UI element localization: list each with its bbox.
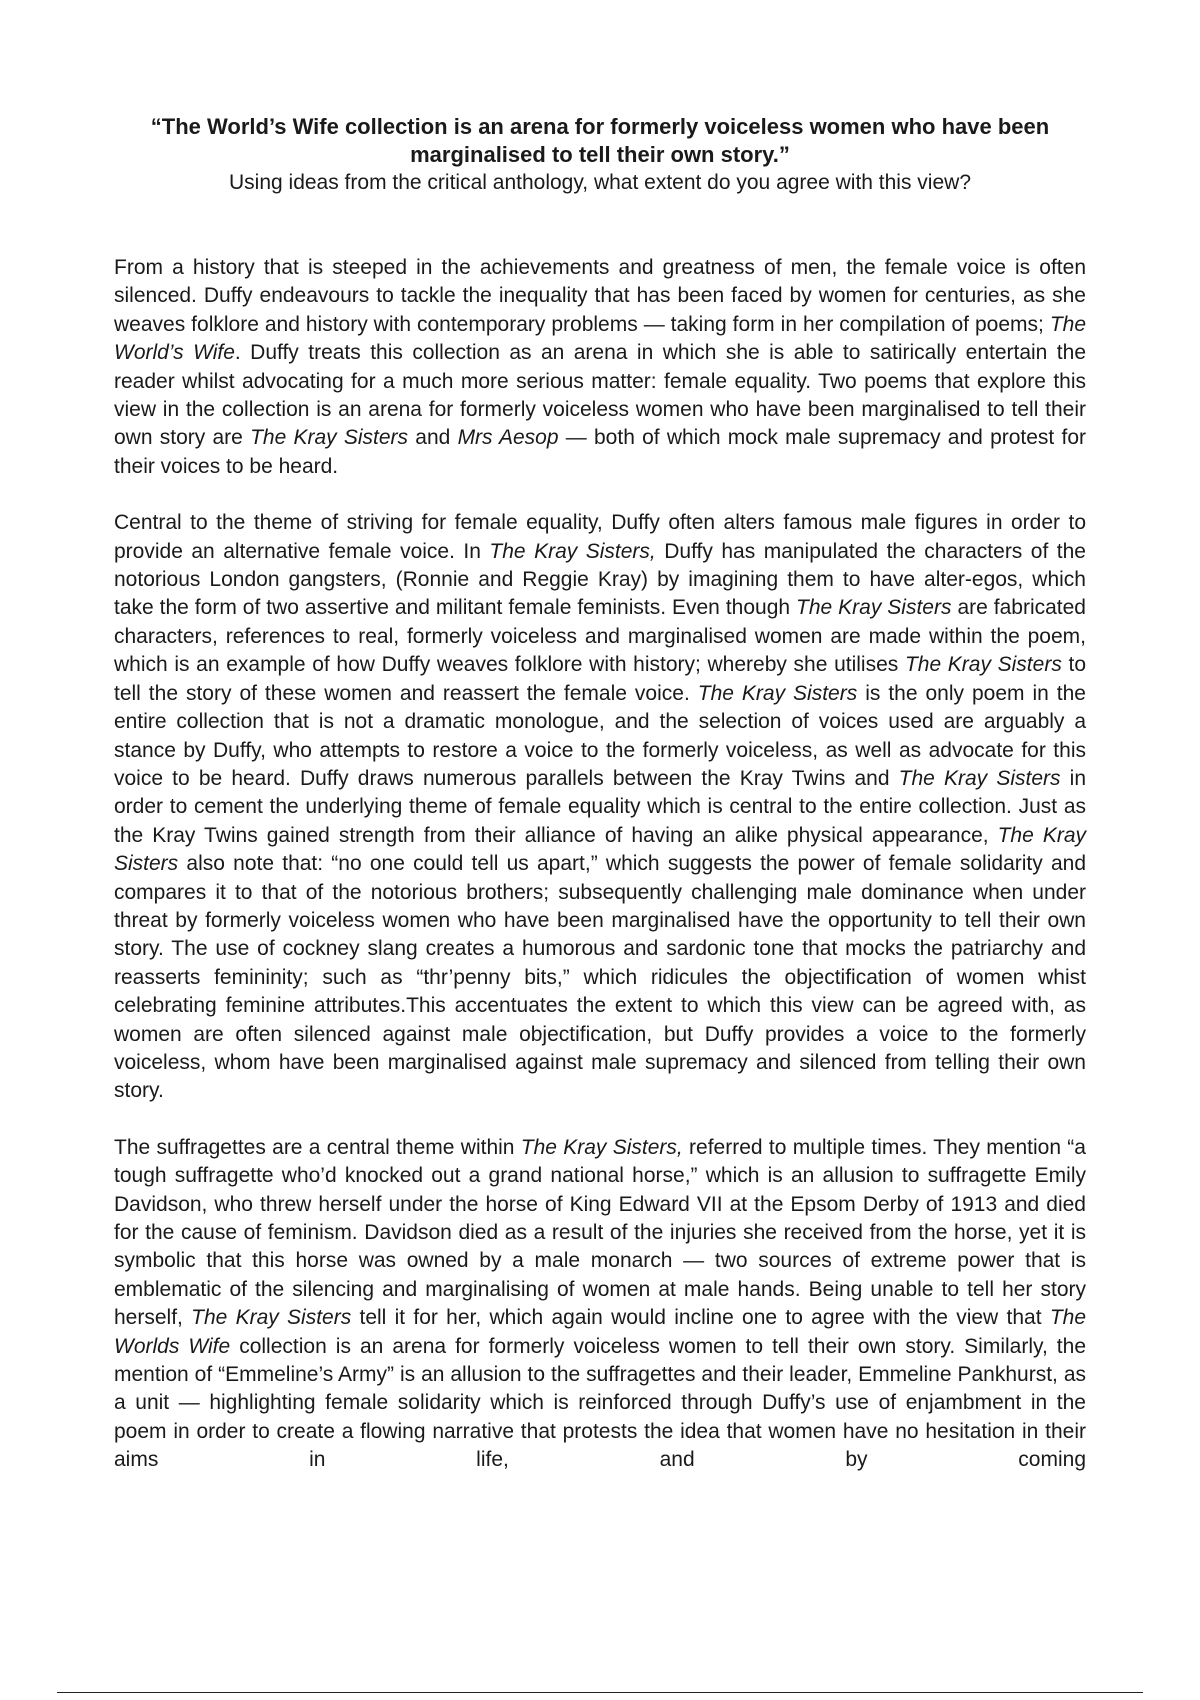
italic-title-text: The World’s Wife (114, 312, 1086, 365)
paragraph-text: tell it for her, which again would incline one to agree with the view that (351, 1306, 1050, 1330)
paragraph-text: collection is an arena for formerly voiceless women to tell their own story. Similarly, the mention of “Emmeline’s Army” is an allusion to the suffragettes and their leader, Emmeline Pankhurst, as a unit — highlighting female solidarity which is reinforced through Duffy’s use of enjambment in the poem in order to create a flowing narrative that protests the idea that women have no hesitation in their aims in life, and by coming (114, 1334, 1086, 1472)
essay-paragraph (114, 1134, 1086, 1475)
paragraph-text: is the only poem in the entire collection that is not a dramatic monologue, and the selection of voices used are arguably a stance by Duffy, who attempts to restore a voice to the formerly voiceless, as well as advocate for this voice to be heard. Duffy draws numerous parallels between the Kray Twins and (114, 681, 1086, 790)
essay-question: Using ideas from the critical anthology, what extent do you agree with this view? (229, 171, 971, 194)
paragraph-text: Central to the theme of striving for female equality, Duffy often alters famous male figures in order to provide an alternative female voice. In (114, 511, 1086, 563)
paragraph-text: — both of which mock male supremacy and protest for their voices to be heard. (114, 426, 1087, 478)
paragraph-text: to tell the story of these women and reassert the female voice. (114, 653, 1087, 705)
paragraph-text: are fabricated characters, references to real, formerly voiceless and marginalised women are made within the poem, which is an example of how Duffy weaves folklore with history; whereby she utilises (114, 596, 1086, 677)
italic-title-text: The Kray Sisters (250, 426, 409, 450)
paragraph-text: . Duffy treats this collection as an arena in which she is able to satirically entertain the reader whilst advocating for a much more serious matter: female equality. Two poems that explore this view in the collection is an arena for formerly voiceless women who have been marginalised to tell their own story are (114, 341, 1086, 450)
paragraph-text: referred to multiple times. They mention “a tough suffragette who’d knocked out a grand national horse,” which is an allusion to suffragette Emily Davidson, who threw herself under the horse of King Edward VII at the Epsom Derby of 1913 and died for the cause of feminism. Davidson died as a result of the injuries she received from the horse, yet it is symbolic that this horse was owned by a male monarch — two sources of extreme power that is emblematic of the silencing and marginalising of women at male hands. Being unable to tell her story herself, (114, 1135, 1086, 1330)
italic-title-text: The Kray Sisters (904, 653, 1062, 677)
essay-body (114, 254, 1086, 1503)
essay-paragraph (114, 254, 1086, 481)
italic-title-text: The Kray Sisters (114, 823, 1086, 876)
essay-paragraph (114, 509, 1086, 1106)
italic-title-text: Mrs Aesop (457, 426, 559, 450)
paragraph-text: and (408, 426, 458, 450)
italic-title-text: The Kray Sisters (898, 766, 1061, 790)
paragraph-text: in order to cement the underlying theme of female equality which is central to the entire collection. Just as the Kray Twins gained strength from their alliance of having an alike physical appearance, (114, 766, 1087, 847)
italic-title-text: The Worlds Wife (114, 1306, 1086, 1358)
paragraph-text: The suffragettes are a central theme within (114, 1135, 521, 1159)
italic-title-text: The Kray Sisters (191, 1306, 352, 1330)
italic-title-text: The Kray Sisters, (489, 539, 656, 563)
page-bottom-rule (57, 1692, 1143, 1693)
paragraph-text: From a history that is steeped in the achievements and greatness of men, the female voice is often silenced. Duffy endeavours to tackle the inequality that has been faced by women for centuries, as she weaves folklore and history with contemporary problems — taking form in her compilation of poems; (114, 256, 1086, 336)
italic-title-text: The Kray Sisters (796, 596, 952, 620)
essay-heading (130, 113, 1070, 197)
paragraph-text: Duffy has manipulated the characters of the notorious London gangsters, (Ronnie and Reggie Kray) by imagining them to have alter-egos, which take the form of two assertive and militant female feminists. Even though (114, 539, 1086, 620)
paragraph-text: also note that: “no one could tell us apart,” which suggests the power of female solidarity and compares it to that of the notorious brothers; subsequently challenging male dominance when under threat by formerly voiceless women who have been marginalised have the opportunity to tell their own story. The use of cockney slang creates a humorous and sardonic tone that mocks the patriarchy and reasserts femininity; such as “thr’penny bits,” which ridicules the objectification of women whist celebrating feminine attributes.This accentuates the extent to which this view can be agreed with, as women are often silenced against male objectification, but Duffy provides a voice to the formerly voiceless, whom have been marginalised against male supremacy and silenced from telling their own story. (114, 852, 1086, 1103)
essay-title: “The World’s Wife collection is an arena for formerly voiceless women who have been marginalised to tell their own story.” (150, 114, 1050, 167)
italic-title-text: The Kray Sisters, (520, 1135, 683, 1159)
italic-title-text: The Kray Sisters (697, 681, 858, 705)
